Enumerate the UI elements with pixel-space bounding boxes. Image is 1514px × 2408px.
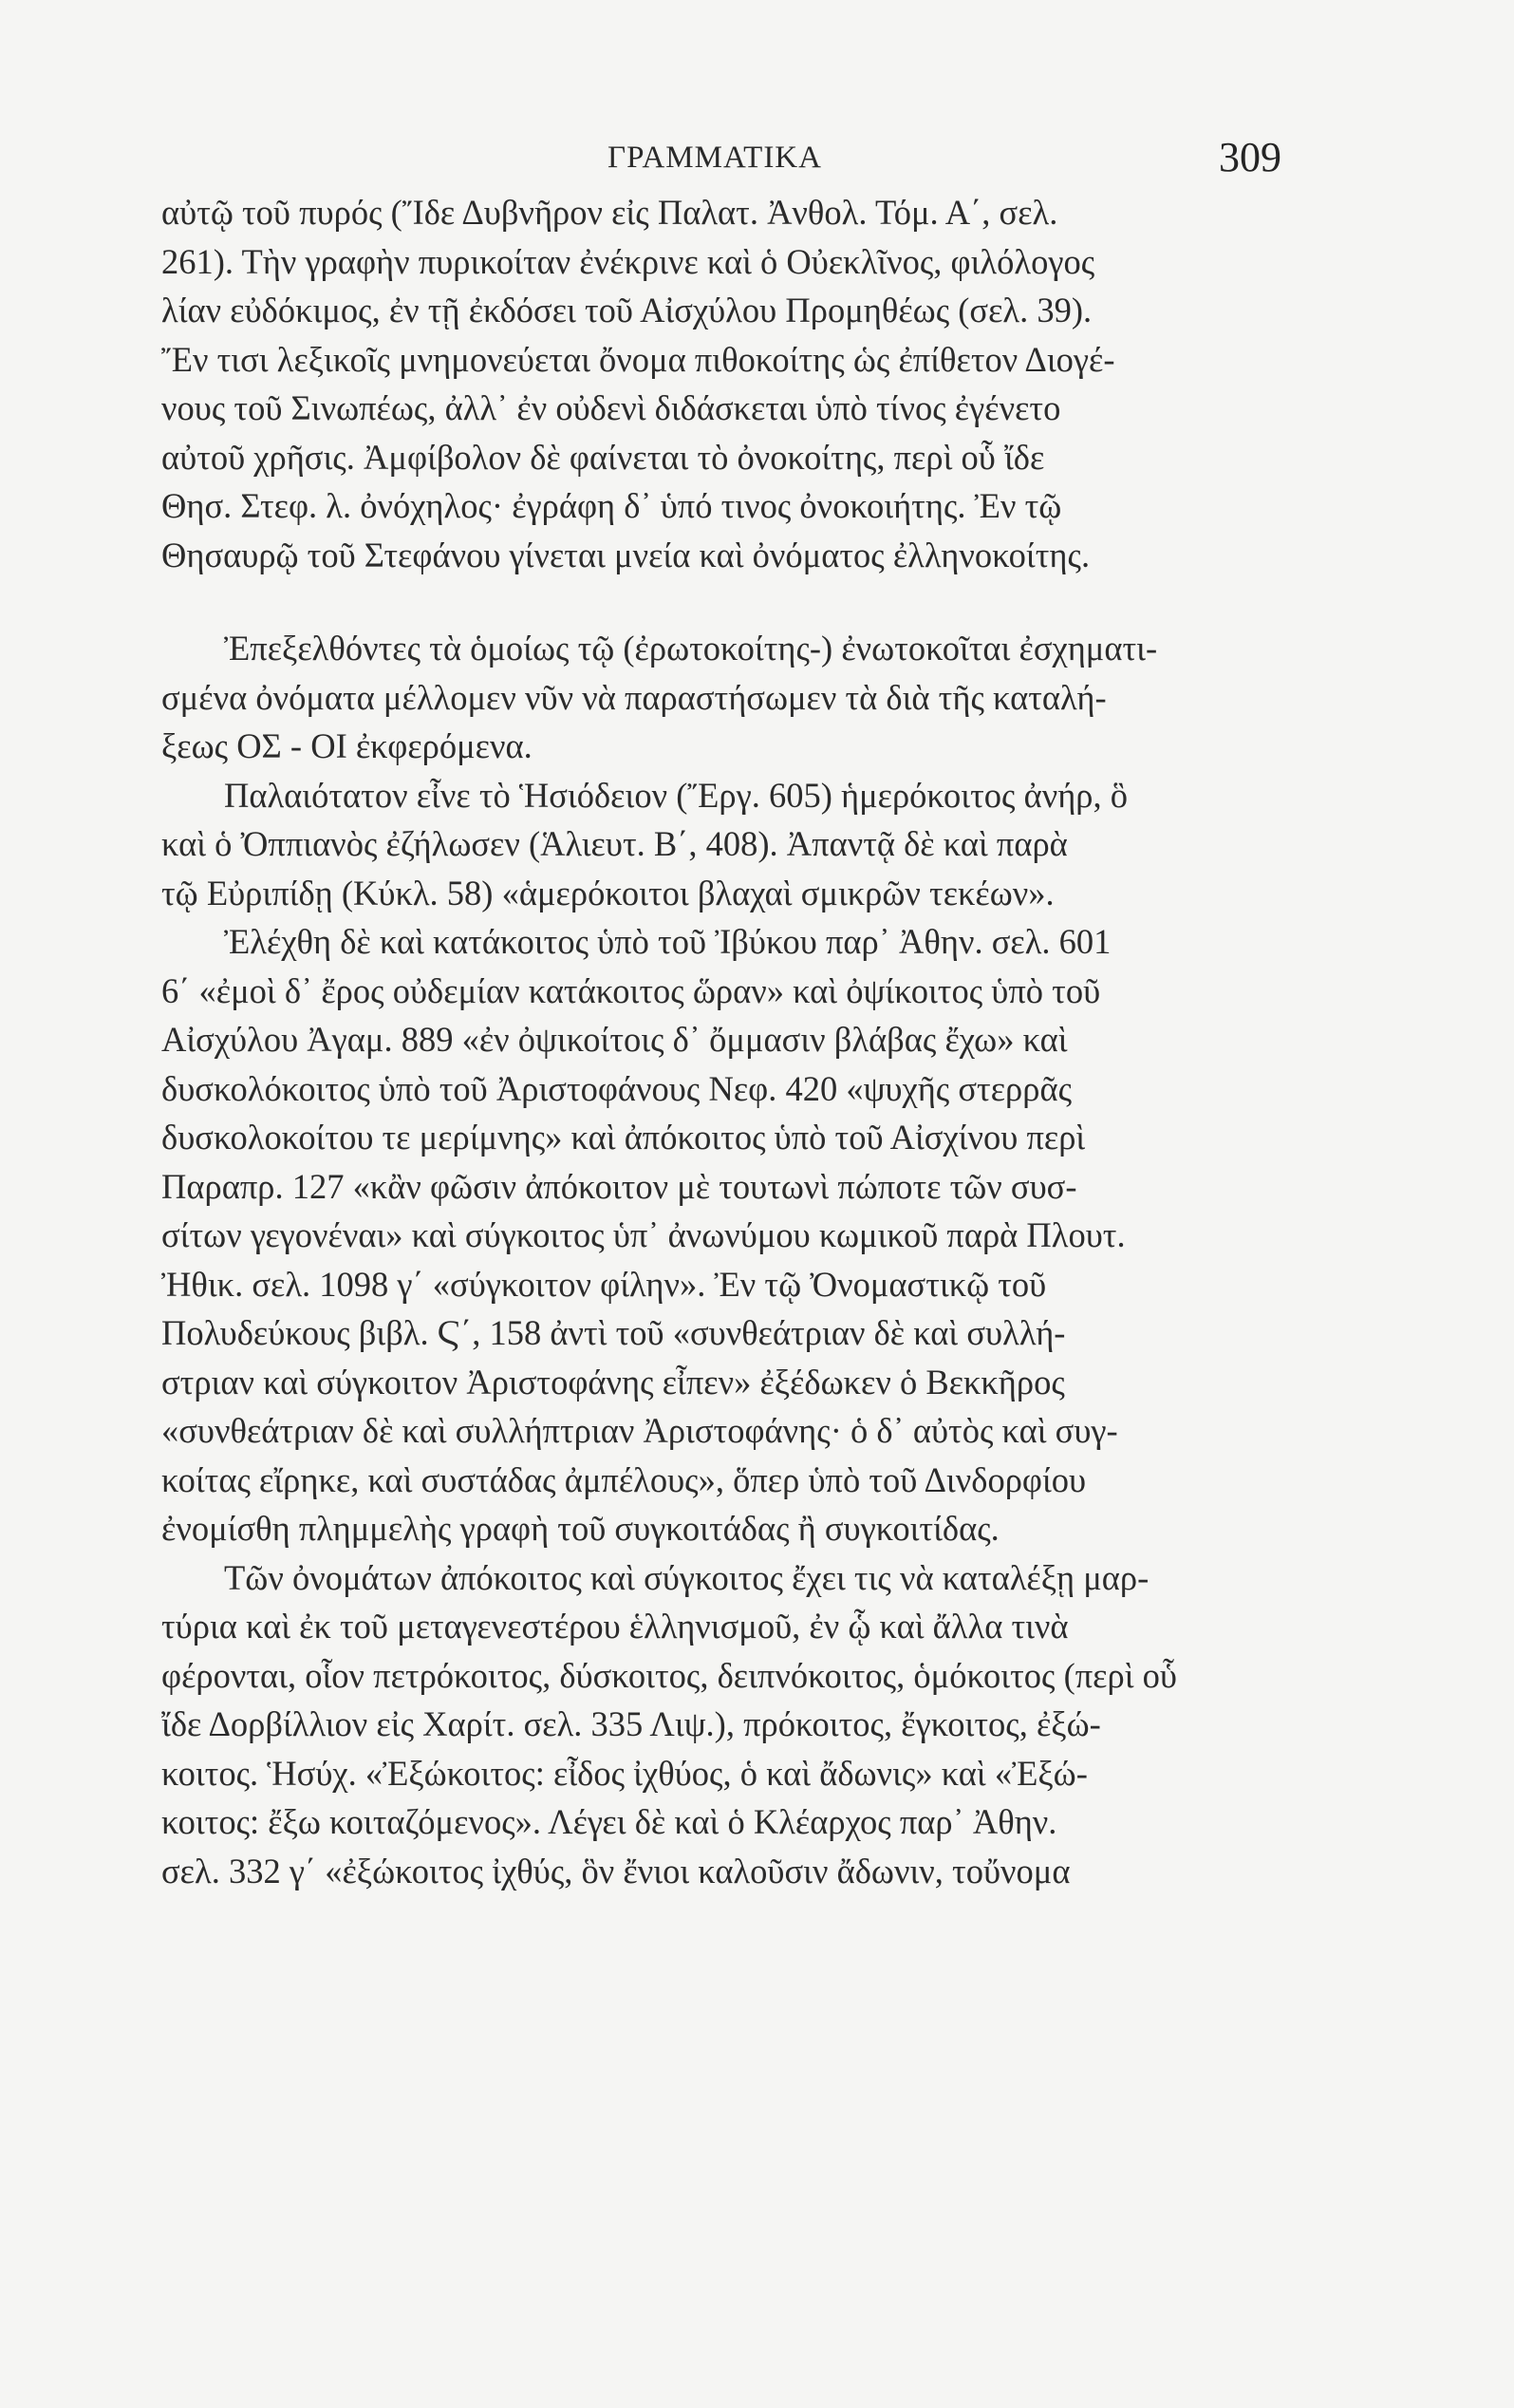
text-line: Ἔν τισι λεξικοῖς μνημονεύεται ὄνομα πιθοκοίτης ὡς ἐπίθετον Διογέ-: [161, 339, 1115, 379]
page-header: [161, 134, 1281, 188]
body-text: [161, 188, 1281, 1895]
text-line: Παραπρ. 127 «κἂν φῶσιν ἀπόκοιτον μὲ τουτωνὶ πώποτε τῶν συσ-: [161, 1166, 1077, 1206]
text-line: αὐτῷ τοῦ πυρός (Ἴδε Δυβνῆρον εἰς Παλατ. Ἀνθολ. Τόμ. Α΄, σελ.: [161, 193, 1058, 232]
text-line: 261). Τὴν γραφὴν πυρικοίταν ἐνέκρινε καὶ ὁ Οὐεκλῖνος, φιλόλογος: [161, 241, 1095, 281]
text-line: κοίτας εἴρηκε, καὶ συστάδας ἀμπέλους», ὅπερ ὑπὸ τοῦ Δινδορφίου: [161, 1459, 1087, 1499]
text-line: Ἠθικ. σελ. 1098 γ΄ «σύγκοιτον φίλην». Ἐν τῷ Ὀνομαστικῷ τοῦ: [161, 1264, 1047, 1304]
text-line: κοιτος: ἔξω κοιταζόμενος». Λέγει δὲ καὶ ὁ Κλέαρχος παρ᾽ Ἀθην.: [161, 1802, 1057, 1841]
text-line: κοιτος. Ἡσύχ. «Ἐξώκοιτος: εἶδος ἰχθύος, ὁ καὶ ἄδωνις» καὶ «Ἐξώ-: [161, 1753, 1088, 1793]
paragraph-first-line: Παλαιότατον εἶνε τὸ Ἡσιόδειον (Ἔργ. 605) ἡμερόκοιτος ἀνήρ, ὃ: [224, 775, 1129, 815]
text-line: Θησαυρῷ τοῦ Στεφάνου γίνεται μνεία καὶ ὀνόματος ἐλληνοκοίτης.: [161, 535, 1091, 574]
text-line: νους τοῦ Σινωπέως, ἀλλ᾽ ἐν οὐδενὶ διδάσκεται ὑπὸ τίνος ἐγένετο: [161, 388, 1061, 427]
text-line: τύρια καὶ ἐκ τοῦ μεταγενεστέρου ἑλληνισμοῦ, ἐν ᾧ καὶ ἄλλα τινὰ: [161, 1607, 1069, 1646]
paragraph-first-line: Τῶν ὀνομάτων ἀπόκοιτος καὶ σύγκοιτος ἔχει τις νὰ καταλέξῃ μαρ-: [224, 1557, 1150, 1597]
text-line: αὐτοῦ χρῆσις. Ἀμφίβολον δὲ φαίνεται τὸ ὀνοκοίτης, περὶ οὗ ἴδε: [161, 437, 1045, 477]
text-line: ἴδε Δορβίλλιον εἰς Χαρίτ. σελ. 335 Λιψ.), πρόκοιτος, ἔγκοιτος, ἐξώ-: [161, 1704, 1101, 1743]
text-line: ξεως ΟΣ - ΟΙ ἐκφερόμενα.: [161, 726, 533, 765]
text-line: στριαν καὶ σύγκοιτον Ἀριστοφάνης εἶπεν» ἐξέδωκεν ὁ Βεκκῆρος: [161, 1362, 1065, 1402]
text-line: Αἰσχύλου Ἀγαμ. 889 «ἐν ὀψικοίτοις δ᾽ ὄμμασιν βλάβας ἔχω» καὶ: [161, 1020, 1068, 1059]
text-line: δυσκολοκοίτου τε μερίμνης» καὶ ἀπόκοιτος ὑπὸ τοῦ Αἰσχίνου περὶ: [161, 1118, 1086, 1157]
text-line: λίαν εὐδόκιμος, ἐν τῇ ἐκδόσει τοῦ Αἰσχύλου Προμηθέως (σελ. 39).: [161, 291, 1093, 329]
text-line: τῷ Εὐριπίδῃ (Κύκλ. 58) «ἁμερόκοιτοι βλαχαὶ σμικρῶν τεκέων».: [161, 873, 1055, 912]
text-line: σελ. 332 γ΄ «ἐξώκοιτος ἰχθύς, ὃν ἔνιοι καλοῦσιν ἄδωνιν, τοὔνομα: [161, 1851, 1071, 1891]
paragraph-first-line: Ἐπεξελθόντες τὰ ὁμοίως τῷ (ἐρωτοκοίτης-) ἐνωτοκοῖται ἐσχηματι-: [224, 629, 1158, 668]
running-title: ΓΡΑΜΜΑΤΙΚΑ: [607, 141, 822, 175]
text-line: Πολυδεύκους βιβλ. Ϛ΄, 158 ἀντὶ τοῦ «συνθεάτριαν δὲ καὶ συλλή-: [161, 1313, 1066, 1352]
text-line: «συνθεάτριαν δὲ καὶ συλλήπτριαν Ἀριστοφάνης· ὁ δ᾽ αὐτὸς καὶ συγ-: [161, 1411, 1118, 1450]
text-line: δυσκολόκοιτος ὑπὸ τοῦ Ἀριστοφάνους Νεφ. 420 «ψυχῆς στερρᾶς: [161, 1068, 1073, 1108]
page-number: 309: [1219, 134, 1281, 180]
text-line: σίτων γεγονέναι» καὶ σύγκοιτος ὑπ᾽ ἀνωνύμου κωμικοῦ παρὰ Πλουτ.: [161, 1215, 1126, 1254]
text-line: 6΄ «ἐμοὶ δ᾽ ἔρος οὐδεμίαν κατάκοιτος ὥραν» καὶ ὀψίκοιτος ὑπὸ τοῦ: [161, 970, 1101, 1010]
text-line: καὶ ὁ Ὀππιανὸς ἐζήλωσεν (Ἁλιευτ. Β΄, 408). Ἀπαντᾷ δὲ καὶ παρὰ: [161, 824, 1068, 863]
text-line: Θησ. Στεφ. λ. ὀνόχηλος· ἐγράφη δ᾽ ὑπό τινος ὀνοκοιήτης. Ἐν τῷ: [161, 486, 1062, 525]
text-line: σμένα ὀνόματα μέλλομεν νῦν νὰ παραστήσωμεν τὰ διὰ τῆς καταλή-: [161, 677, 1107, 717]
text-line: ἐνομίσθη πλημμελὴς γραφὴ τοῦ συγκοιτάδας ἢ συγκοιτίδας.: [161, 1509, 1000, 1548]
paragraph-first-line: Ἐλέχθη δὲ καὶ κατάκοιτος ὑπὸ τοῦ Ἰβύκου παρ᾽ Ἀθην. σελ. 601: [224, 922, 1112, 961]
text-line: φέρονται, οἷον πετρόκοιτος, δύσκοιτος, δειπνόκοιτος, ὁμόκοιτος (περὶ οὗ: [161, 1655, 1177, 1695]
